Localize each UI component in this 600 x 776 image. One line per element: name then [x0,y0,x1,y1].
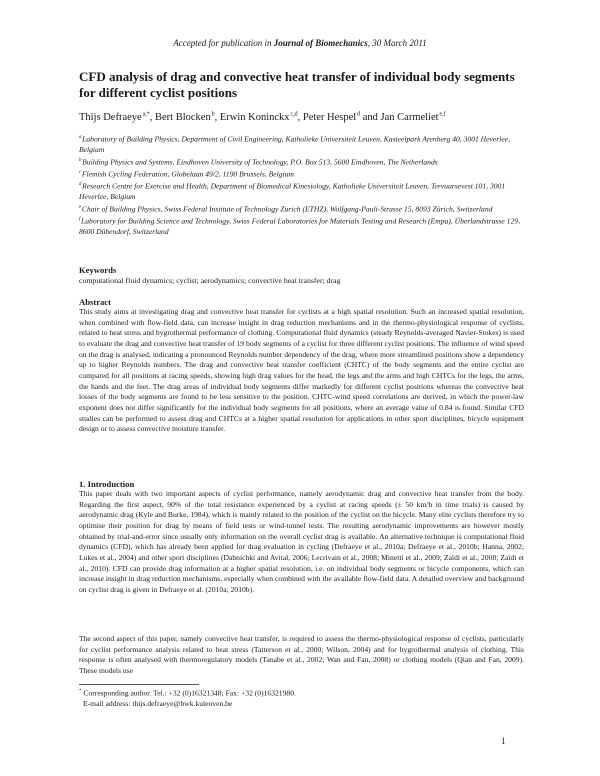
acceptance-note [0,38,600,48]
affiliation: $^e$ Chair of Building Physics, Swiss Federal Institute of Technology Zurich (ETHZ), Wolfgang-Pauli-Strasse 15, 8093 Zürich, Switzerland [79,204,493,214]
page-number: 1 [501,736,506,746]
author: Jan Carmeliet $^{e,f}$ [380,111,446,123]
author: Thijs Defraeye $^{a,*}$, [79,111,155,123]
affiliation: $^a$ Laboratory of Building Physics, Department of Civil Engineering, Katholieke Universiteit Leuven, Kasteelpark Arenberg 40, 3001 Heverlee, Belgium [79,134,510,155]
keywords-text: computational fluid dynamics; cyclist; aerodynamics; convective heat transfer; drag [79,276,341,285]
affiliation-list [79,133,524,238]
email-address: E-mail address: thijs.defraeye@bwk.kuleuven.be [83,699,233,709]
keywords-heading: Keywords [79,265,117,275]
author-list [79,108,529,124]
journal-name: Journal of Biomechanics [273,38,368,48]
affiliation: $^b$ Building Physics and Systems, Eindhoven University of Technology, P.O. Box 513, 5600 Eindhoven, The Netherlands [79,157,438,167]
footnote-divider [79,684,199,685]
introduction-paragraph-2: The second aspect of this paper, namely convective heat transfer, is required to assess the thermo-physiological response of cyclists, particularly for cyclist performance analysis related to heat stress (Tatterson et al., 2000; Wilson, 2004) and for hygrothermal analysis of clothing. This response is often analysed with thermoregulatory models (Tanabe et al., 2002; Wan and Fan, 2008) or clothing models (Qian and Fan, 2009). These models use [79,634,524,675]
affiliation: $^f$ Laboratory for Building Science and Technology, Swiss Federal Laboratories for Materials Testing and Research (Empa), Überlandstrasse 129, 8600 Dübendorf, Switzerland [79,216,520,236]
footnote [79,687,524,710]
author: Erwin Koninckx $^{c,d}$, [219,111,303,123]
abstract-heading: Abstract [79,297,111,307]
affiliation: $^d$ Research Centre for Exercise and Health, Department of Biomedical Kinesiology, Katholieke Universiteit Leuven, Tervuursevest 101, 3001 Heverlee, Belgium [79,181,506,202]
acceptance-prefix: Accepted for publication in [173,38,272,48]
paper-title: CFD analysis of drag and convective heat transfer of individual body segments for different cyclist positions [79,69,515,100]
introduction-heading: 1. Introduction [79,479,135,489]
abstract-text: This study aims at investigating drag and convective heat transfer for cyclists at a high spatial resolution. Such an increased spatial resolution, when combined with flow-field data, can increase insight in drag reduction mechanisms and in the thermo-physiological response of cyclists, related to heat stress and hygrothermal performance of clothing. Computational fluid dynamics (steady Reynolds-averaged Navier-Stokes) is used to evaluate the drag and convective heat transfer of 19 body segments of a cyclist for three different cyclist positions. The influence of wind speed on the drag is analysed, indicating a pronounced Reynolds number dependency of the drag, where more streamlined positions show a dependency up to higher Reynolds numbers. The drag and convective heat transfer coefficient (CHTC) of the body segments and the entire cyclist are compared for all positions at racing speeds, showing high drag values for the head, the legs and the arms and high CHTCs for the legs, the arms, the hands and the feet. The drag areas of individual body segments differ markedly for different cyclist positions whereas the convective heat losses of the body segments are found to be less sensitive to the position. CHTC-wind speed correlations are derived, in which the power-law exponent does not differ significantly for the individual body segments for all positions, where an average value of 0.84 is found. Similar CFD studies can be performed to assess drag and CHTCs at a higher spatial resolution for applications in other sport disciplines, bicycle equipment design or to assess convective moisture transfer. [79,307,524,434]
acceptance-date: , 30 March 2011 [367,38,427,48]
introduction-paragraph-1: This paper deals with two important aspects of cyclist performance, namely aerodynamic drag and convective heat transfer from the body. Regarding the first aspect, 90% of the total resistance experienced by a cyclist at racing speeds (± 50 km/h in time trials) is caused by aerodynamic drag (Kyle and Burke, 1984), which is mainly related to the position of the cyclist on the bicycle. Many elite cyclists therefore try to optimise their position for drag by means of field tests or wind-tunnel tests. The resulting aerodynamic improvements are however mostly obtained by trial-and-error since usually only information on the overall cyclist drag is available. An alternative technique is computational fluid dynamics (CFD), which has already been applied for drag evaluation in cycling (Defraeye et al., 2010a; Defraeye et al., 2010b; Hanna, 2002; Lukes et al., 2004) and other sport disciplines (Dabnichki and Avital, 2006; Lecrivain et al., 2008; Minetti et al., 2009; Zaïdi et al., 2008; Zaïdi et al., 2010). CFD can provide drag information at a higher spatial resolution, i.e. on individual body segments or bicycle components, which can increase insight in drag reduction mechanisms, especially when combined with the available flow-field data. A detailed overview and background on cyclist drag is given in Defraeye et al. (2010a; 2010b). [79,489,524,594]
author: Bert Blocken $^b$, [155,111,220,123]
author: Peter Hespel $^d$ and [302,111,381,123]
corresponding-author-note: * Corresponding author. Tel.: +32 (0)16321348; Fax: +32 (0)16321980. [79,688,296,698]
affiliation: $^c$ Flemish Cycling Federation, Globelaan 49/2, 1190 Brussels, Belgium [79,169,294,179]
